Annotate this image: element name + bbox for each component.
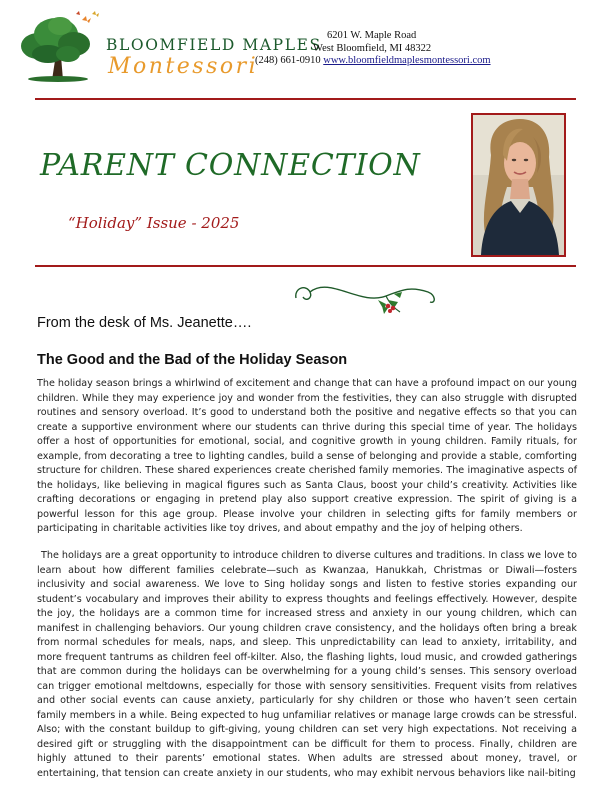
address-city: West Bloomfield, MI 48322 [313,42,432,54]
article-paragraph: The holiday season brings a whirlwind of excitement and change that can have a profound impact on our young children. While they may experience joy and wonder from the festivities, they can also struggle with disrupted routines and sensory overload. It’s good to understand both the positive and negative effects so that you can create a supportive environment where our students can thrive during this special time of year. The holidays offer a host of opportunities for emotional, social, and cognitive growth in young children. Family rituals, for example, from decorating a tree to lighting candles, build a sense of belonging and provide a stable, comforting structure for children. These shared experiences create cherished family memories. The imaginative aspects of the holidays, like believing in magical figures such as Santa Claus, boost your child’s creativity. Activities like crafting decorations or engaging in pretend play also support creative expression. The spirit of giving is a powerful lesson for this age group. Please involve your children in selecting gifts for family members or participating in charitable activities like toy drives, and about empathy and the joy of helping others. [37,378,577,534]
school-address [255,30,555,68]
article-paragraph: The holidays are a great opportunity to introduce children to diverse cultures and traditions. In class we love to learn about how different families celebrate—such as Kwanzaa, Hanukkah, Christmas or Diwali—fosters inclusivity and social awareness. We love to Sing holiday songs and listen to festive stories expanding our student’s vocabulary and improves their ability to express thoughts and feelings effectively. However, despite the joy, the holidays are a common time for increased stress and anxiety in our young children, which can manifest in challenging behaviors. Our young children crave consistency, and the holidays often bring a break from normal schedules for meals, naps, and sleep. This unpredictability can lead to anxiety, irritability, and more frequent tantrums as children feel off-kilter. Also, the flashing lights, loud music, and crowded gatherings that are common during the holidays can be overwhelming for a young child’s senses. This sensory overload can trigger emotional meltdowns, especially for those with sensory sensitivities. Frequent visits from relatives and other social events can cause anxiety, particularly for shy children or those who haven’t seen certain family members in a while. Being expected to hug unfamiliar relatives or manage large crowds can be stressful. Also; with the constant buildup to gift-giving, young children can set very high expectations. Not receiving a desired gift or struggling with the disappointment can be difficult for them to process. Finally, children are highly attuned to their parents’ emotional states. When adults are stressed about money, travel, or entertaining, that tension can create anxiety in our students, who may exhibit nervous behaviors like nail-biting [37,550,577,779]
top-divider [35,98,576,100]
tree-logo-icon [16,10,102,82]
logo-name: BLOOMFIELD MAPLES [106,36,322,54]
website-link[interactable]: www.bloomfieldmaplesmontessori.com [323,55,491,66]
issue-subtitle: “Holiday” Issue - 2025 [68,214,240,232]
phone-number: (248) 661-0910 [255,55,321,66]
portrait-image [473,115,564,255]
mistletoe-icon [290,278,440,316]
title-divider [35,265,576,267]
from-line: From the desk of Ms. Jeanette…. [37,315,252,331]
address-street: 6201 W. Maple Road [327,30,417,41]
article-heading: The Good and the Bad of the Holiday Season [37,352,348,368]
logo-script-text: Montessori [108,54,259,79]
butterfly-icon [76,11,99,23]
contact-line [255,55,555,68]
author-photo [471,113,566,257]
newsletter-title: PARENT CONNECTION [40,148,421,183]
